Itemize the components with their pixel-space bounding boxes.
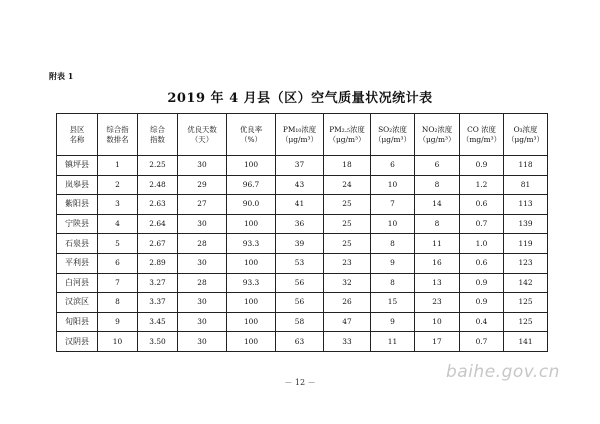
table-cell: 16: [415, 253, 460, 273]
table-cell: 113: [504, 195, 548, 215]
county-name-cell: 旬阳县: [57, 312, 98, 332]
column-header: PM₁₀浓度 （μg/m³）: [276, 114, 324, 156]
county-name-cell: 岚皋县: [57, 175, 98, 195]
table-cell: 39: [276, 234, 324, 254]
table-cell: 17: [415, 332, 460, 352]
page-number: － 12 －: [284, 378, 316, 387]
table-row: [57, 332, 548, 352]
county-name-cell: 汉滨区: [57, 293, 98, 313]
table-cell: 90.0: [227, 195, 276, 215]
column-header: PM₂.₅浓度 （μg/m³）: [324, 114, 371, 156]
table-cell: 4: [98, 214, 138, 234]
table-cell: 125: [504, 312, 548, 332]
table-cell: 139: [504, 214, 548, 234]
column-header: 县区 名称: [57, 114, 98, 156]
table-cell: 123: [504, 253, 548, 273]
document-title: 2019 年 4 月县（区）空气质量状况统计表: [167, 91, 433, 106]
table-cell: 2.63: [138, 195, 178, 215]
table-cell: 2.25: [138, 156, 178, 176]
table-cell: 100: [227, 253, 276, 273]
table-cell: 36: [276, 214, 324, 234]
table-cell: 11: [371, 332, 415, 352]
table-row: [57, 175, 548, 195]
table-cell: 0.9: [460, 293, 504, 313]
column-header: SO₂浓度 （μg/m³）: [371, 114, 415, 156]
column-header: 优良率 （%）: [227, 114, 276, 156]
table-cell: 23: [324, 253, 371, 273]
table-cell: 2: [98, 175, 138, 195]
table-cell: 1.2: [460, 175, 504, 195]
table-cell: 11: [415, 234, 460, 254]
table-header-row: [57, 114, 548, 156]
county-name-cell: 宁陕县: [57, 214, 98, 234]
table-cell: 8: [415, 214, 460, 234]
table-cell: 3: [98, 195, 138, 215]
table-cell: 25: [324, 214, 371, 234]
table-cell: 10: [371, 175, 415, 195]
table-cell: 0.9: [460, 156, 504, 176]
table-cell: 9: [98, 312, 138, 332]
table-cell: 93.3: [227, 273, 276, 293]
table-cell: 8: [98, 293, 138, 313]
table-row: [57, 312, 548, 332]
county-name-cell: 白河县: [57, 273, 98, 293]
table-row: [57, 214, 548, 234]
table-cell: 37: [276, 156, 324, 176]
table-cell: 119: [504, 234, 548, 254]
table-cell: 93.3: [227, 234, 276, 254]
table-row: [57, 253, 548, 273]
column-header: CO 浓度 （mg/m³）: [460, 114, 504, 156]
table-cell: 63: [276, 332, 324, 352]
table-cell: 6: [415, 156, 460, 176]
table-cell: 29: [178, 175, 227, 195]
table-cell: 9: [371, 253, 415, 273]
table-cell: 26: [324, 293, 371, 313]
table-cell: 13: [415, 273, 460, 293]
table-cell: 141: [504, 332, 548, 352]
table-cell: 6: [371, 156, 415, 176]
county-name-cell: 石泉县: [57, 234, 98, 254]
table-cell: 33: [324, 332, 371, 352]
table-cell: 30: [178, 253, 227, 273]
table-cell: 25: [324, 234, 371, 254]
table-cell: 24: [324, 175, 371, 195]
table-cell: 3.37: [138, 293, 178, 313]
table-cell: 53: [276, 253, 324, 273]
table-cell: 30: [178, 156, 227, 176]
table-cell: 47: [324, 312, 371, 332]
table-cell: 56: [276, 293, 324, 313]
table-cell: 14: [415, 195, 460, 215]
table-cell: 125: [504, 293, 548, 313]
county-name-cell: 汉阴县: [57, 332, 98, 352]
table-cell: 0.9: [460, 273, 504, 293]
column-header: 综合 指数: [138, 114, 178, 156]
table-cell: 30: [178, 332, 227, 352]
table-cell: 2.48: [138, 175, 178, 195]
table-cell: 142: [504, 273, 548, 293]
county-name-cell: 紫阳县: [57, 195, 98, 215]
column-header: NO₂浓度 （μg/m³）: [415, 114, 460, 156]
table-cell: 100: [227, 332, 276, 352]
table-cell: 1: [98, 156, 138, 176]
table-cell: 10: [371, 214, 415, 234]
table-cell: 8: [415, 175, 460, 195]
table-cell: 2.89: [138, 253, 178, 273]
county-name-cell: 平利县: [57, 253, 98, 273]
table-cell: 23: [415, 293, 460, 313]
table-cell: 81: [504, 175, 548, 195]
column-header: 优良天数 （天）: [178, 114, 227, 156]
table-cell: 30: [178, 312, 227, 332]
table-cell: 3.50: [138, 332, 178, 352]
table-cell: 7: [371, 195, 415, 215]
table-row: [57, 234, 548, 254]
table-cell: 2.64: [138, 214, 178, 234]
table-cell: 18: [324, 156, 371, 176]
table-cell: 0.6: [460, 253, 504, 273]
table-cell: 10: [415, 312, 460, 332]
table-cell: 32: [324, 273, 371, 293]
table-cell: 56: [276, 273, 324, 293]
column-header: 综合指 数排名: [98, 114, 138, 156]
table-cell: 28: [178, 234, 227, 254]
table-cell: 9: [371, 312, 415, 332]
table-cell: 100: [227, 214, 276, 234]
table-body: [57, 156, 548, 352]
table-cell: 100: [227, 312, 276, 332]
table-cell: 43: [276, 175, 324, 195]
column-header: O₃浓度 （μg/m³）: [504, 114, 548, 156]
table-cell: 25: [324, 195, 371, 215]
table-cell: 6: [98, 253, 138, 273]
table-cell: 15: [371, 293, 415, 313]
table-cell: 1.0: [460, 234, 504, 254]
table-cell: 58: [276, 312, 324, 332]
table-cell: 10: [98, 332, 138, 352]
table-cell: 2.67: [138, 234, 178, 254]
table-cell: 100: [227, 293, 276, 313]
air-quality-table: [56, 113, 548, 352]
table-row: [57, 156, 548, 176]
table-cell: 0.4: [460, 312, 504, 332]
table-cell: 28: [178, 273, 227, 293]
table-cell: 3.27: [138, 273, 178, 293]
table-cell: 5: [98, 234, 138, 254]
table-cell: 100: [227, 156, 276, 176]
table-row: [57, 293, 548, 313]
table-cell: 30: [178, 214, 227, 234]
table-cell: 3.45: [138, 312, 178, 332]
watermark: baihe.gov.cn: [446, 362, 560, 382]
table-cell: 118: [504, 156, 548, 176]
table-cell: 0.6: [460, 195, 504, 215]
table-cell: 8: [371, 234, 415, 254]
table-cell: 7: [98, 273, 138, 293]
table-cell: 96.7: [227, 175, 276, 195]
county-name-cell: 镇坪县: [57, 156, 98, 176]
table-cell: 30: [178, 293, 227, 313]
table-row: [57, 273, 548, 293]
table-cell: 0.7: [460, 214, 504, 234]
table-cell: 8: [371, 273, 415, 293]
table-cell: 27: [178, 195, 227, 215]
table-cell: 41: [276, 195, 324, 215]
appendix-label: 附表 1: [49, 71, 74, 81]
table-cell: 0.7: [460, 332, 504, 352]
table-row: [57, 195, 548, 215]
